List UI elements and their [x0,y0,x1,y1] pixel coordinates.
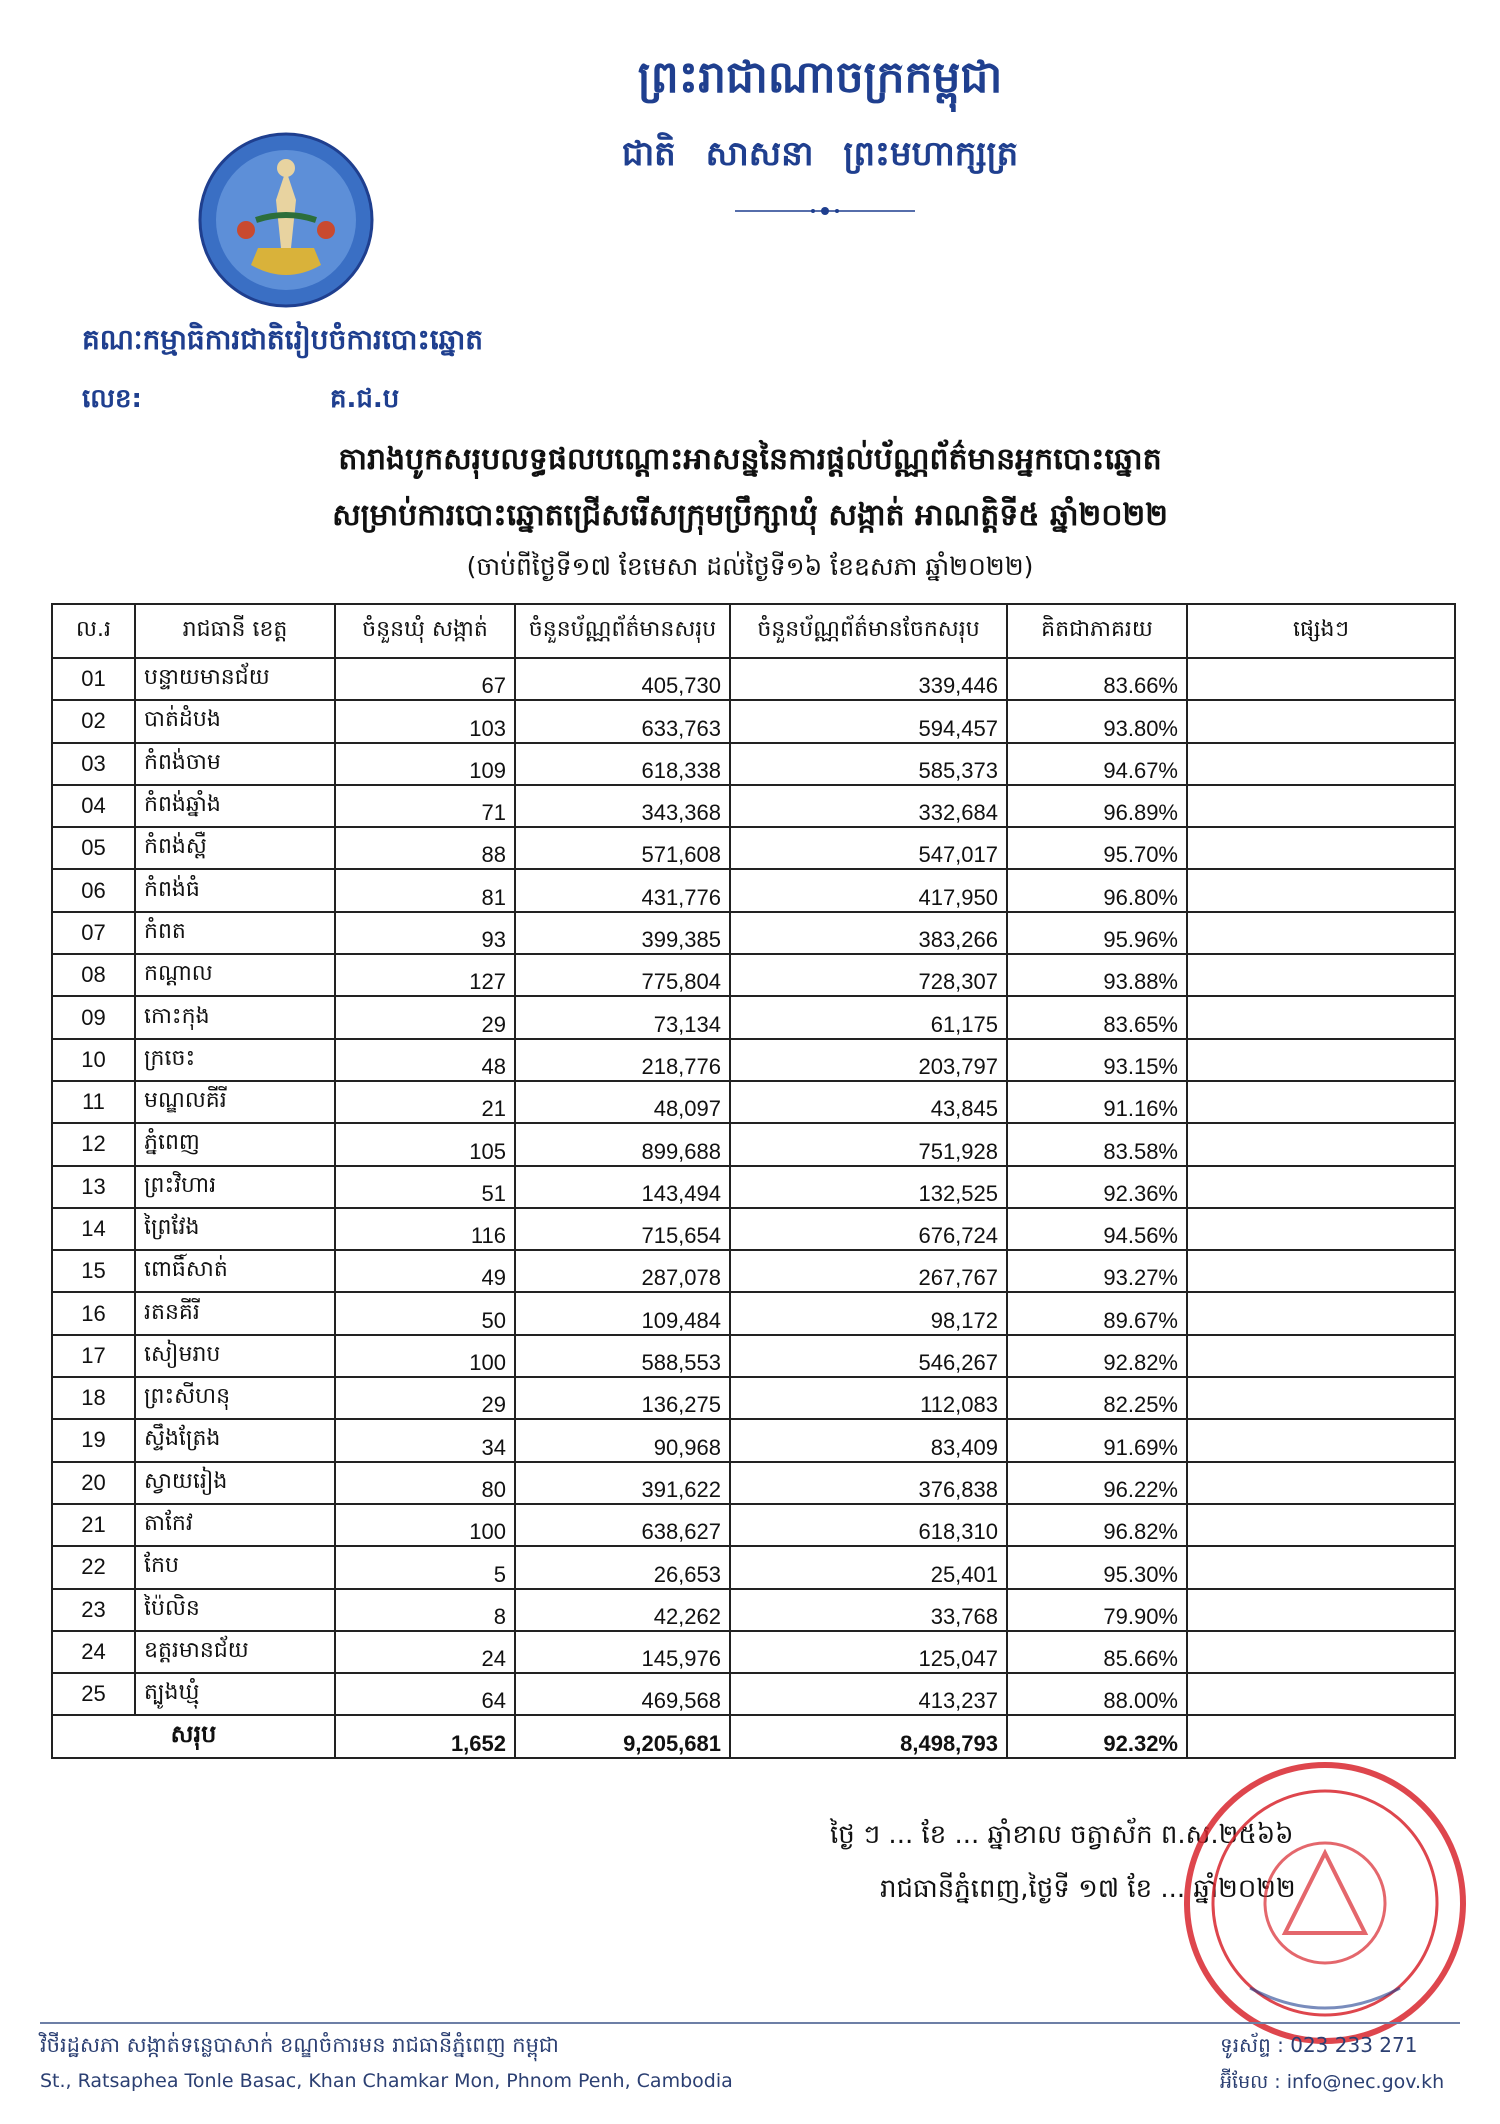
cell-no: 25 [52,1673,135,1715]
reference-label: លេខ: [82,384,142,414]
cell-percent: 94.56% [1007,1208,1187,1250]
cell-total-cards: 48,097 [515,1081,730,1123]
cell-no: 24 [52,1631,135,1673]
table-row [52,1166,1455,1208]
cell-communes: 80 [335,1462,515,1504]
header-province: រាជធានី ខេត្ត [135,604,335,658]
cell-total-cards: 109,484 [515,1292,730,1334]
cell-no: 18 [52,1377,135,1419]
official-stamp-icon [1180,1758,1470,2048]
cell-province: តាកែវ [135,1504,335,1546]
cell-total-cards: 143,494 [515,1166,730,1208]
total-cards: 9,205,681 [515,1715,730,1757]
cell-percent: 91.16% [1007,1081,1187,1123]
cell-percent: 96.89% [1007,785,1187,827]
header-no: ល.រ [52,604,135,658]
ornament-divider-icon [735,204,915,218]
total-label: សរុប [52,1715,335,1757]
cell-province: ព្រះវិហារ [135,1166,335,1208]
cell-other [1187,1208,1455,1250]
cell-total-cards: 775,804 [515,954,730,996]
cell-total-cards: 399,385 [515,912,730,954]
table-row [52,912,1455,954]
cell-communes: 127 [335,954,515,996]
cell-province: ត្បូងឃ្មុំ [135,1673,335,1715]
cell-no: 11 [52,1081,135,1123]
cell-province: កោះកុង [135,996,335,1038]
cell-province: បន្ទាយមានជ័យ [135,658,335,700]
document-title-line2: សម្រាប់ការបោះឆ្នោតជ្រើសរើសក្រុមប្រឹក្សាឃុំ សង្កាត់ អាណត្តិទី៥ ឆ្នាំ២០២២ [332,498,1168,533]
cell-communes: 64 [335,1673,515,1715]
cell-province: ប៉ៃលិន [135,1589,335,1631]
cell-distributed: 676,724 [730,1208,1007,1250]
cell-other [1187,1335,1455,1377]
total-percent: 92.32% [1007,1715,1187,1757]
cell-total-cards: 343,368 [515,785,730,827]
cell-no: 21 [52,1504,135,1546]
table-row [52,1504,1455,1546]
footer-divider [40,2022,1460,2024]
cell-percent: 96.22% [1007,1462,1187,1504]
reporting-period: (ចាប់ពីថ្ងៃទី១៧ ខែមេសា ដល់ថ្ងៃទី១៦ ខែឧសភា ឆ្នាំ២០២២) [466,552,1034,581]
cell-total-cards: 633,763 [515,700,730,742]
cell-communes: 29 [335,1377,515,1419]
cell-province: កំពត [135,912,335,954]
table-header-row [52,604,1455,658]
cell-total-cards: 287,078 [515,1250,730,1292]
cell-no: 12 [52,1123,135,1165]
cell-distributed: 267,767 [730,1250,1007,1292]
footer-address-english: St., Ratsaphea Tonle Basac, Khan Chamkar Mon, Phnom Penh, Cambodia [40,2070,733,2092]
table-row [52,1673,1455,1715]
cell-total-cards: 73,134 [515,996,730,1038]
cell-distributed: 594,457 [730,700,1007,742]
cell-percent: 83.66% [1007,658,1187,700]
cell-total-cards: 638,627 [515,1504,730,1546]
cell-communes: 21 [335,1081,515,1123]
cell-distributed: 728,307 [730,954,1007,996]
table-row [52,1631,1455,1673]
cell-province: ស្វាយរៀង [135,1462,335,1504]
cell-distributed: 25,401 [730,1546,1007,1588]
cell-province: រតនគីរី [135,1292,335,1334]
table-row [52,1335,1455,1377]
cell-no: 05 [52,827,135,869]
total-row [52,1715,1455,1757]
cell-other [1187,1504,1455,1546]
voter-card-table [51,603,1456,1759]
cell-communes: 116 [335,1208,515,1250]
cell-other [1187,996,1455,1038]
cell-no: 22 [52,1546,135,1588]
cell-province: ស្ទឹងត្រែង [135,1419,335,1461]
table-row [52,1039,1455,1081]
cell-no: 15 [52,1250,135,1292]
cell-other [1187,1123,1455,1165]
cell-no: 09 [52,996,135,1038]
cell-province: កែប [135,1546,335,1588]
cell-percent: 91.69% [1007,1419,1187,1461]
table-row [52,1419,1455,1461]
cell-communes: 29 [335,996,515,1038]
cell-no: 20 [52,1462,135,1504]
cell-province: សៀមរាប [135,1335,335,1377]
cell-other [1187,743,1455,785]
cell-province: ពោធិ៍សាត់ [135,1250,335,1292]
cell-other [1187,1166,1455,1208]
table-row [52,1589,1455,1631]
cell-total-cards: 431,776 [515,869,730,911]
cell-percent: 95.30% [1007,1546,1187,1588]
cell-no: 17 [52,1335,135,1377]
cell-distributed: 339,446 [730,658,1007,700]
cell-percent: 96.82% [1007,1504,1187,1546]
cell-distributed: 33,768 [730,1589,1007,1631]
cell-other [1187,1546,1455,1588]
footer-phone: ទូរស័ព្ទ : 023 233 271 [1220,2033,1418,2057]
cell-no: 08 [52,954,135,996]
cell-percent: 95.96% [1007,912,1187,954]
organization-name: គណៈកម្មាធិការជាតិរៀបចំការបោះឆ្នោត [82,323,484,356]
cell-no: 04 [52,785,135,827]
table-row [52,658,1455,700]
cell-total-cards: 136,275 [515,1377,730,1419]
cell-communes: 93 [335,912,515,954]
cell-distributed: 417,950 [730,869,1007,911]
cell-total-cards: 899,688 [515,1123,730,1165]
cell-communes: 24 [335,1631,515,1673]
cell-other [1187,869,1455,911]
cell-total-cards: 469,568 [515,1673,730,1715]
cell-no: 06 [52,869,135,911]
table-row [52,700,1455,742]
cell-other [1187,1631,1455,1673]
table-row [52,785,1455,827]
cell-other [1187,1589,1455,1631]
cell-percent: 82.25% [1007,1377,1187,1419]
cell-percent: 93.15% [1007,1039,1187,1081]
cell-no: 23 [52,1589,135,1631]
footer-email: អ៊ីមែល : info@nec.gov.kh [1220,2071,1445,2093]
cell-total-cards: 90,968 [515,1419,730,1461]
cell-distributed: 546,267 [730,1335,1007,1377]
cell-other [1187,658,1455,700]
cell-no: 03 [52,743,135,785]
cell-distributed: 83,409 [730,1419,1007,1461]
cell-no: 07 [52,912,135,954]
cell-communes: 71 [335,785,515,827]
cell-other [1187,1081,1455,1123]
table-row [52,1081,1455,1123]
table-row [52,743,1455,785]
footer-address-khmer: វិថីរដ្ឋសភា សង្កាត់ទន្លេបាសាក់ ខណ្ឌចំការមន រាជធានីភ្នំពេញ កម្ពុជា [40,2033,559,2057]
cell-percent: 92.36% [1007,1166,1187,1208]
cell-distributed: 547,017 [730,827,1007,869]
cell-province: កំពង់ឆ្នាំង [135,785,335,827]
cell-percent: 89.67% [1007,1292,1187,1334]
nec-seal-logo-icon [196,130,376,310]
cell-total-cards: 571,608 [515,827,730,869]
cell-distributed: 61,175 [730,996,1007,1038]
cell-distributed: 332,684 [730,785,1007,827]
cell-communes: 109 [335,743,515,785]
cell-total-cards: 218,776 [515,1039,730,1081]
cell-total-cards: 588,553 [515,1335,730,1377]
cell-other [1187,1250,1455,1292]
table-row [52,1123,1455,1165]
cell-total-cards: 715,654 [515,1208,730,1250]
cell-no: 10 [52,1039,135,1081]
cell-communes: 48 [335,1039,515,1081]
cell-communes: 67 [335,658,515,700]
cell-communes: 88 [335,827,515,869]
cell-province: ព្រះសីហនុ [135,1377,335,1419]
table-row [52,1292,1455,1334]
cell-communes: 5 [335,1546,515,1588]
cell-no: 01 [52,658,135,700]
header-total-cards: ចំនួនប័ណ្ណព័ត៌មានសរុប [515,604,730,658]
cell-total-cards: 26,653 [515,1546,730,1588]
cell-other [1187,1419,1455,1461]
cell-total-cards: 42,262 [515,1589,730,1631]
header-percent: គិតជាភាគរយ [1007,604,1187,658]
cell-communes: 100 [335,1335,515,1377]
cell-distributed: 413,237 [730,1673,1007,1715]
cell-distributed: 618,310 [730,1504,1007,1546]
cell-distributed: 383,266 [730,912,1007,954]
header-other: ផ្សេងៗ [1187,604,1455,658]
cell-communes: 49 [335,1250,515,1292]
cell-distributed: 203,797 [730,1039,1007,1081]
cell-other [1187,1462,1455,1504]
header-distributed: ចំនួនប័ណ្ណព័ត៌មានចែកសរុប [730,604,1007,658]
table-row [52,1250,1455,1292]
cell-other [1187,1673,1455,1715]
cell-communes: 100 [335,1504,515,1546]
national-motto: ជាតិ សាសនា ព្រះមហាក្សត្រ [621,134,1019,174]
table-row [52,996,1455,1038]
kingdom-heading: ព្រះរាជាណាចក្រកម្ពុជា [637,52,1003,103]
cell-no: 14 [52,1208,135,1250]
cell-no: 19 [52,1419,135,1461]
total-other [1187,1715,1455,1757]
cell-distributed: 585,373 [730,743,1007,785]
cell-no: 02 [52,700,135,742]
reference-number: គ.ជ.ប [330,384,400,414]
lunar-date: ថ្ងៃ ៗ ... ខែ ... ឆ្នាំខាល ចត្វាស័ក ព.ស.២៥៦៦ [830,1820,1294,1850]
cell-province: កំពង់ស្ពឺ [135,827,335,869]
total-distributed: 8,498,793 [730,1715,1007,1757]
cell-other [1187,912,1455,954]
cell-percent: 94.67% [1007,743,1187,785]
cell-total-cards: 145,976 [515,1631,730,1673]
table-row [52,1208,1455,1250]
cell-distributed: 98,172 [730,1292,1007,1334]
header-communes: ចំនួនឃុំ សង្កាត់ [335,604,515,658]
table-row [52,1462,1455,1504]
cell-province: មណ្ឌលគីរី [135,1081,335,1123]
cell-total-cards: 618,338 [515,743,730,785]
cell-province: កំពង់ធំ [135,869,335,911]
cell-percent: 79.90% [1007,1589,1187,1631]
cell-communes: 34 [335,1419,515,1461]
table-row [52,869,1455,911]
cell-percent: 93.80% [1007,700,1187,742]
solar-date: រាជធានីភ្នំពេញ,ថ្ងៃទី ១៧ ខែ ... ឆ្នាំ២០២២ [880,1874,1296,1904]
table-row [52,954,1455,996]
cell-distributed: 125,047 [730,1631,1007,1673]
cell-total-cards: 391,622 [515,1462,730,1504]
cell-province: ឧត្ដរមានជ័យ [135,1631,335,1673]
cell-no: 13 [52,1166,135,1208]
cell-percent: 83.65% [1007,996,1187,1038]
cell-no: 16 [52,1292,135,1334]
cell-communes: 8 [335,1589,515,1631]
cell-other [1187,1377,1455,1419]
cell-communes: 51 [335,1166,515,1208]
cell-communes: 50 [335,1292,515,1334]
table-row [52,1377,1455,1419]
cell-other [1187,1292,1455,1334]
cell-distributed: 43,845 [730,1081,1007,1123]
cell-percent: 93.88% [1007,954,1187,996]
cell-other [1187,785,1455,827]
cell-other [1187,700,1455,742]
total-communes: 1,652 [335,1715,515,1757]
cell-other [1187,954,1455,996]
cell-province: កណ្ដាល [135,954,335,996]
cell-percent: 83.58% [1007,1123,1187,1165]
cell-total-cards: 405,730 [515,658,730,700]
cell-distributed: 751,928 [730,1123,1007,1165]
document-title-line1: តារាងបូកសរុបលទ្ធផលបណ្ដោះអាសន្ននៃការផ្ដល់ប័ណ្ណព័ត៌មានអ្នកបោះឆ្នោត [338,442,1162,477]
cell-percent: 96.80% [1007,869,1187,911]
cell-province: កំពង់ចាម [135,743,335,785]
cell-communes: 105 [335,1123,515,1165]
cell-percent: 88.00% [1007,1673,1187,1715]
cell-percent: 95.70% [1007,827,1187,869]
cell-distributed: 376,838 [730,1462,1007,1504]
cell-province: បាត់ដំបង [135,700,335,742]
cell-other [1187,1039,1455,1081]
cell-communes: 103 [335,700,515,742]
cell-province: ក្រចេះ [135,1039,335,1081]
table-row [52,827,1455,869]
cell-distributed: 112,083 [730,1377,1007,1419]
cell-province: ភ្នំពេញ [135,1123,335,1165]
cell-other [1187,827,1455,869]
cell-province: ព្រៃវែង [135,1208,335,1250]
table-row [52,1546,1455,1588]
cell-percent: 92.82% [1007,1335,1187,1377]
cell-distributed: 132,525 [730,1166,1007,1208]
cell-percent: 85.66% [1007,1631,1187,1673]
table-body [52,658,1455,1715]
cell-percent: 93.27% [1007,1250,1187,1292]
cell-communes: 81 [335,869,515,911]
